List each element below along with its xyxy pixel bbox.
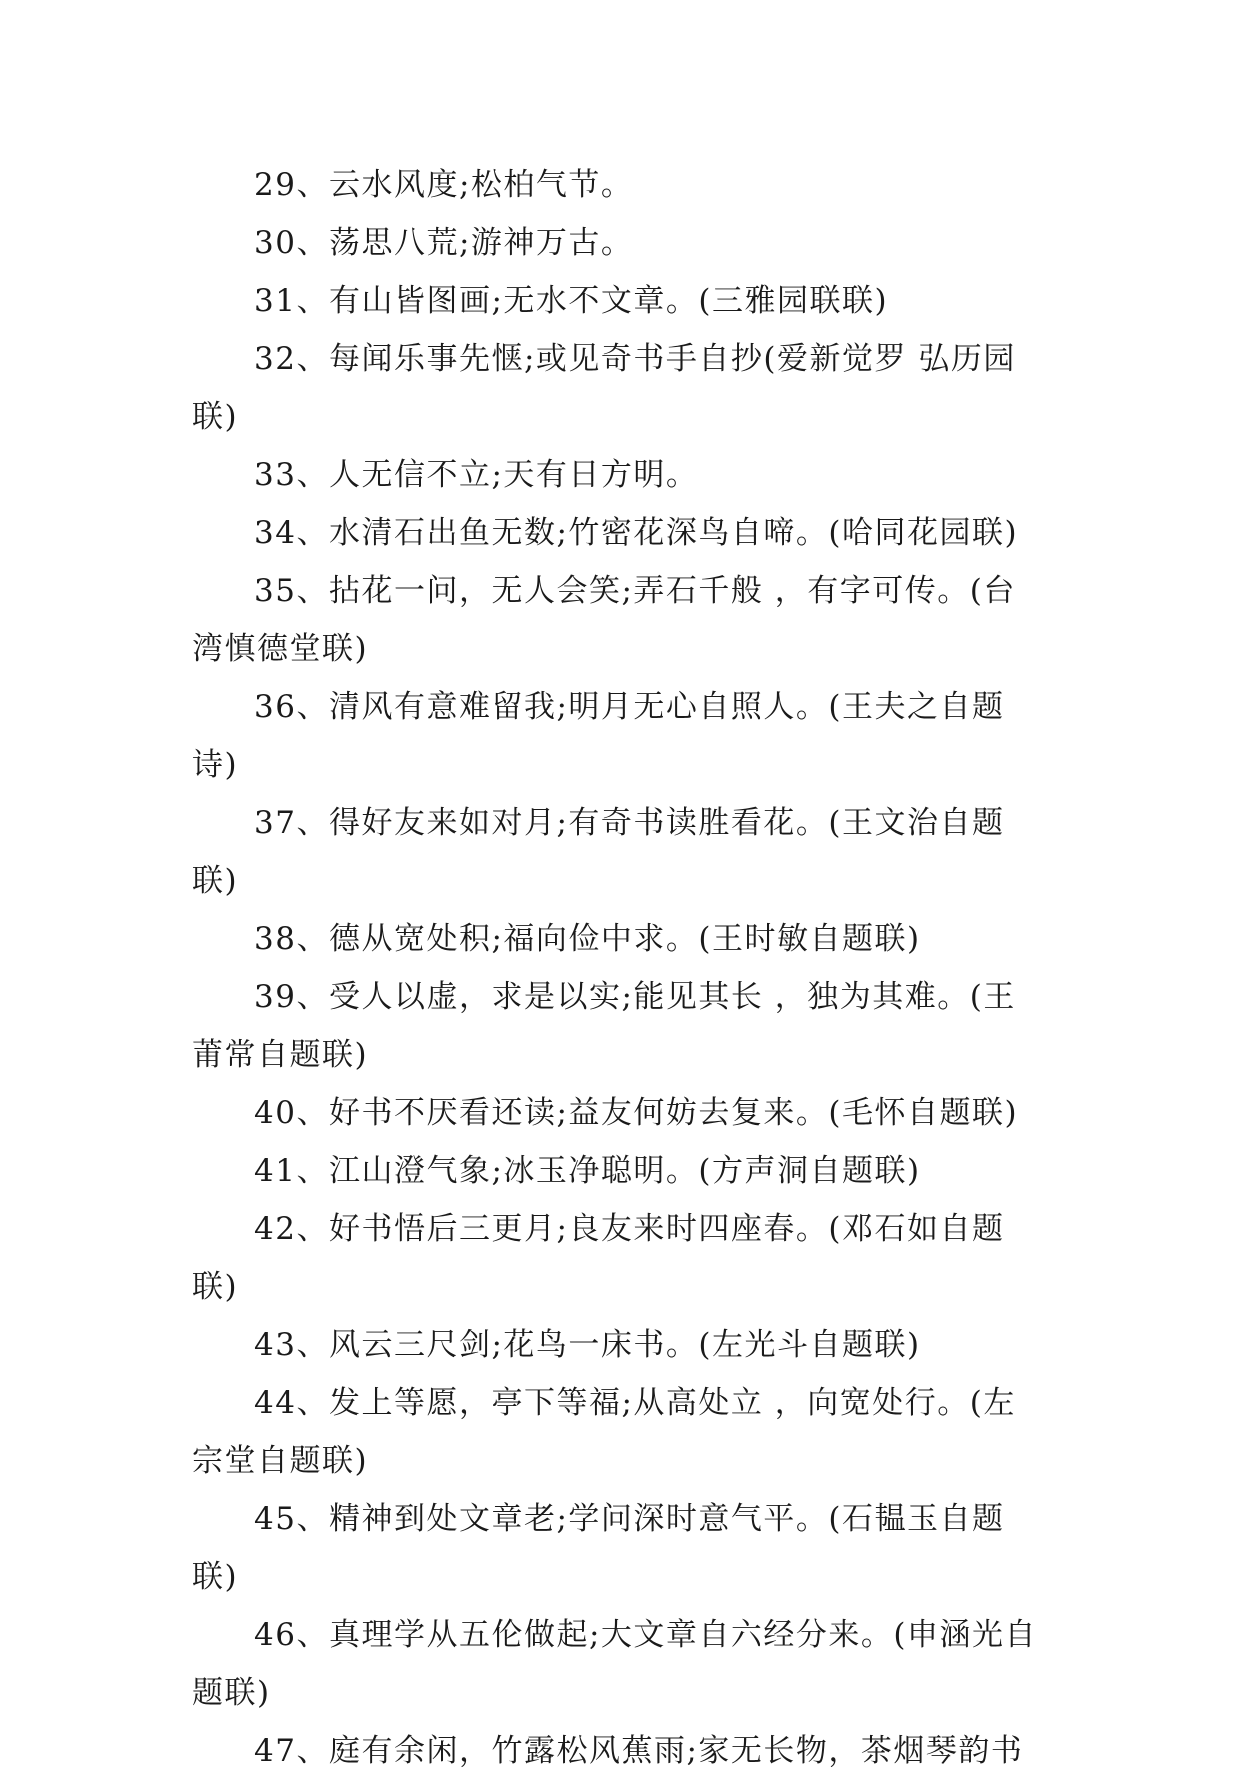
couplet-30: 30、荡思八荒;游神万古。 bbox=[254, 225, 634, 261]
couplet-32: 32、每闻乐事先惬;或见奇书手自抄(爱新觉罗 弘历园联) bbox=[192, 341, 1016, 435]
couplet-41: 41、江山澄气象;冰玉净聪明。(方声洞自题联) bbox=[254, 1153, 921, 1189]
document-page bbox=[192, 156, 1048, 1780]
couplet-40: 40、好书不厌看还读;益友何妨去复来。(毛怀自题联) bbox=[254, 1095, 1019, 1131]
couplet-35: 35、拈花一问，无人会笑;弄石千般 ，有字可传。(台湾慎德堂联) bbox=[192, 573, 1016, 667]
couplet-33: 33、人无信不立;天有日方明。 bbox=[254, 457, 699, 493]
couplet-34: 34、水清石出鱼无数;竹密花深鸟自啼。(哈同花园联) bbox=[254, 515, 1019, 551]
couplet-39: 39、受人以虚，求是以实;能见其长 ，独为其难。(王莆常自题联) bbox=[192, 979, 1016, 1073]
couplet-29: 29、云水风度;松柏气节。 bbox=[254, 167, 634, 203]
couplet-46: 46、真理学从五伦做起;大文章自六经分来。(申涵光自题联) bbox=[192, 1617, 1037, 1711]
couplet-37: 37、得好友来如对月;有奇书读胜看花。(王文治自题联) bbox=[192, 805, 1005, 899]
couplet-31: 31、有山皆图画;无水不文章。(三雅园联联) bbox=[254, 283, 889, 319]
couplet-38: 38、德从宽处积;福向俭中求。(王时敏自题联) bbox=[254, 921, 921, 957]
couplet-36: 36、清风有意难留我;明月无心自照人。(王夫之自题诗) bbox=[192, 689, 1005, 783]
couplet-42: 42、好书悟后三更月;良友来时四座春。(邓石如自题联) bbox=[192, 1211, 1005, 1305]
couplet-44: 44、发上等愿，亭下等福;从高处立 ，向宽处行。(左宗堂自题联) bbox=[192, 1385, 1016, 1479]
couplet-43: 43、风云三尺剑;花鸟一床书。(左光斗自题联) bbox=[254, 1327, 921, 1363]
couplet-47: 47、庭有余闲，竹露松风蕉雨;家无长物，茶烟琴韵书 bbox=[254, 1733, 1024, 1769]
couplet-45: 45、精神到处文章老;学问深时意气平。(石韫玉自题联) bbox=[192, 1501, 1005, 1595]
